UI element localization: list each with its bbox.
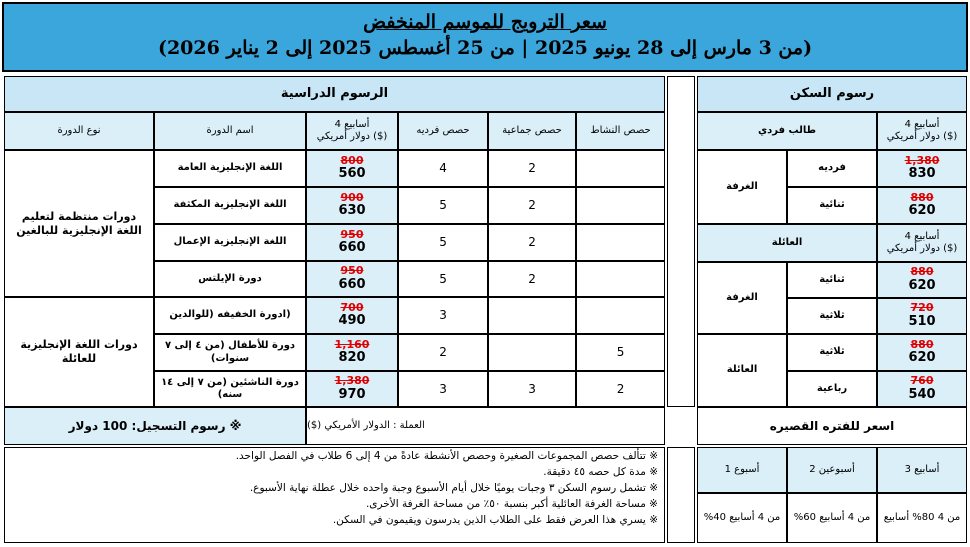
new-price: 660 xyxy=(338,240,366,256)
old-price: 720 xyxy=(910,301,934,315)
activity-lessons xyxy=(576,261,665,297)
room-price xyxy=(877,371,967,407)
housing-price-header-2: أسابيع 4 ($) دولار أمريكي xyxy=(877,224,967,262)
course-name: دورة الناشئين (من ٧ إلى ١٤ سنه) xyxy=(154,371,306,407)
private-lessons: 5 xyxy=(398,224,488,261)
activity-lessons xyxy=(576,297,665,334)
group-lessons xyxy=(488,297,576,334)
tuition-section-title: الرسوم الدراسية xyxy=(4,76,665,112)
course-price xyxy=(306,297,398,334)
private-lessons: 3 xyxy=(398,297,488,334)
room-type: ثلاثية xyxy=(787,298,877,334)
room-price xyxy=(877,298,967,334)
header-course-type: نوع الدورة xyxy=(4,112,154,150)
room-price xyxy=(877,334,967,371)
old-price: 760 xyxy=(910,374,934,388)
header-group: حصص جماعية xyxy=(488,112,576,150)
family-room-label: العائلة xyxy=(697,334,787,407)
new-price: 630 xyxy=(338,203,366,219)
private-lessons: 4 xyxy=(398,150,488,187)
new-price: 970 xyxy=(338,386,366,402)
old-price: 950 xyxy=(340,227,364,241)
new-price: 560 xyxy=(338,166,366,182)
group-lessons: 2 xyxy=(488,224,576,261)
group-lessons: 2 xyxy=(488,187,576,224)
page-subtitle: (من 3 مارس إلى 28 يونيو 2025 | من 25 أغسطس 2025 إلى 2 يناير 2026) xyxy=(157,37,813,59)
spacer-column xyxy=(667,76,695,407)
new-price: 620 xyxy=(908,350,936,366)
course-type-family: دورات اللغة الإنجليزية للعائلة xyxy=(4,297,154,407)
header-private: حصص فرديه xyxy=(398,112,488,150)
group-lessons: 3 xyxy=(488,371,576,407)
note-item: ※ مساحة الغرفة العائلية أكبر بنسبة ٥٠٪ من مساحة الغرفة الأخرى. xyxy=(365,498,658,510)
course-name: اللغة الإنجليزية الإعمال xyxy=(154,224,306,261)
spacer-column-lower xyxy=(667,447,695,543)
course-name: اللغة الإنجليزية العامة xyxy=(154,150,306,187)
group-lessons: 2 xyxy=(488,261,576,297)
new-price: 540 xyxy=(908,386,936,402)
course-price xyxy=(306,224,398,261)
old-price: 1,380 xyxy=(334,374,370,388)
notes-list xyxy=(4,447,665,543)
room-type: رباعية xyxy=(787,371,877,407)
individual-header: طالب فردي xyxy=(697,112,877,150)
room-type: ثنائية xyxy=(787,187,877,224)
old-price: 1,160 xyxy=(334,337,370,351)
new-price: 620 xyxy=(908,203,936,219)
group-lessons: 2 xyxy=(488,150,576,187)
old-price: 700 xyxy=(340,300,364,314)
header-activity: حصص النشاط xyxy=(576,112,665,150)
activity-lessons xyxy=(576,224,665,261)
page-title: سعر الترويج للموسم المنخفض xyxy=(363,11,607,33)
currency-note: العملة : الدولار الأمريكي ($) xyxy=(306,407,665,445)
activity-lessons xyxy=(576,187,665,224)
header-price: أسابيع 4 ($) دولار أمريكي xyxy=(306,112,398,150)
course-price xyxy=(306,334,398,371)
activity-lessons xyxy=(576,150,665,187)
course-price xyxy=(306,150,398,187)
private-lessons: 2 xyxy=(398,334,488,371)
short-term-value-1w: من 4 أسابيع 40% xyxy=(697,493,787,543)
header-course-name: اسم الدورة xyxy=(154,112,306,150)
room-label-2: الغرفة xyxy=(697,262,787,334)
old-price: 950 xyxy=(340,264,364,278)
new-price: 830 xyxy=(908,166,936,182)
room-type: ثلاثية xyxy=(787,334,877,371)
room-type: ثنائية xyxy=(787,262,877,298)
course-type-adult: دورات منتظمة لتعليم اللغة الإنجليزية للبالغين xyxy=(4,150,154,297)
room-label-1: الغرفة xyxy=(697,150,787,224)
registration-fee: ※ رسوم التسجيل: 100 دولار xyxy=(4,407,306,445)
short-term-value-3w: من 4 80% أسابيع xyxy=(877,493,967,543)
short-term-header-3w: أسابيع 3 xyxy=(877,447,967,493)
old-price: 1,380 xyxy=(904,153,940,167)
housing-section-title: رسوم السكن xyxy=(697,76,967,112)
private-lessons: 5 xyxy=(398,187,488,224)
activity-lessons: 5 xyxy=(576,334,665,371)
housing-price-header-1: أسابيع 4 ($) دولار أمريكي xyxy=(877,112,967,150)
activity-lessons: 2 xyxy=(576,371,665,407)
room-price xyxy=(877,150,967,187)
course-name: اللغة الإنجليزية المكثفة xyxy=(154,187,306,224)
family-header: العائلة xyxy=(697,224,877,262)
course-price xyxy=(306,261,398,297)
old-price: 880 xyxy=(910,190,934,204)
title-banner xyxy=(2,2,968,72)
short-term-header-1w: أسبوع 1 xyxy=(697,447,787,493)
short-term-value-2w: من 4 أسابيع 60% xyxy=(787,493,877,543)
room-price xyxy=(877,187,967,224)
room-type: فرديه xyxy=(787,150,877,187)
private-lessons: 3 xyxy=(398,371,488,407)
new-price: 510 xyxy=(908,313,936,329)
old-price: 900 xyxy=(340,190,364,204)
room-price xyxy=(877,262,967,298)
old-price: 880 xyxy=(910,265,934,279)
note-item: ※ مدة كل حصه ٤٥ دقيقة. xyxy=(543,466,658,478)
course-name: دورة للأطفال (من ٤ إلى ٧ سنوات) xyxy=(154,334,306,371)
course-name: دورة الإيلتس xyxy=(154,261,306,297)
new-price: 620 xyxy=(908,277,936,293)
short-term-header-2w: أسبوعين 2 xyxy=(787,447,877,493)
course-name: (ادورة الخفيفه (للوالدين xyxy=(154,297,306,334)
group-lessons xyxy=(488,334,576,371)
note-item: ※ تتألف حصص المجموعات الصغيرة وحصص الأنشطة عادةً من 4 إلى 6 طلاب في الفصل الواحد. xyxy=(235,450,658,462)
new-price: 490 xyxy=(338,313,366,329)
old-price: 880 xyxy=(910,337,934,351)
new-price: 820 xyxy=(338,350,366,366)
short-term-title: اسعر للفتره القصيره xyxy=(697,407,967,445)
private-lessons: 5 xyxy=(398,261,488,297)
old-price: 800 xyxy=(340,153,364,167)
note-item: ※ تشمل رسوم السكن ٣ وجبات يوميًا خلال أيام الأسبوع وجبة واحده خلال عطلة نهاية الأسبوع. xyxy=(249,482,658,494)
note-item: ※ يسري هذا العرض فقط على الطلاب الذين يدرسون ويقيمون في السكن. xyxy=(332,514,658,526)
course-price xyxy=(306,187,398,224)
new-price: 660 xyxy=(338,276,366,292)
course-price xyxy=(306,371,398,407)
